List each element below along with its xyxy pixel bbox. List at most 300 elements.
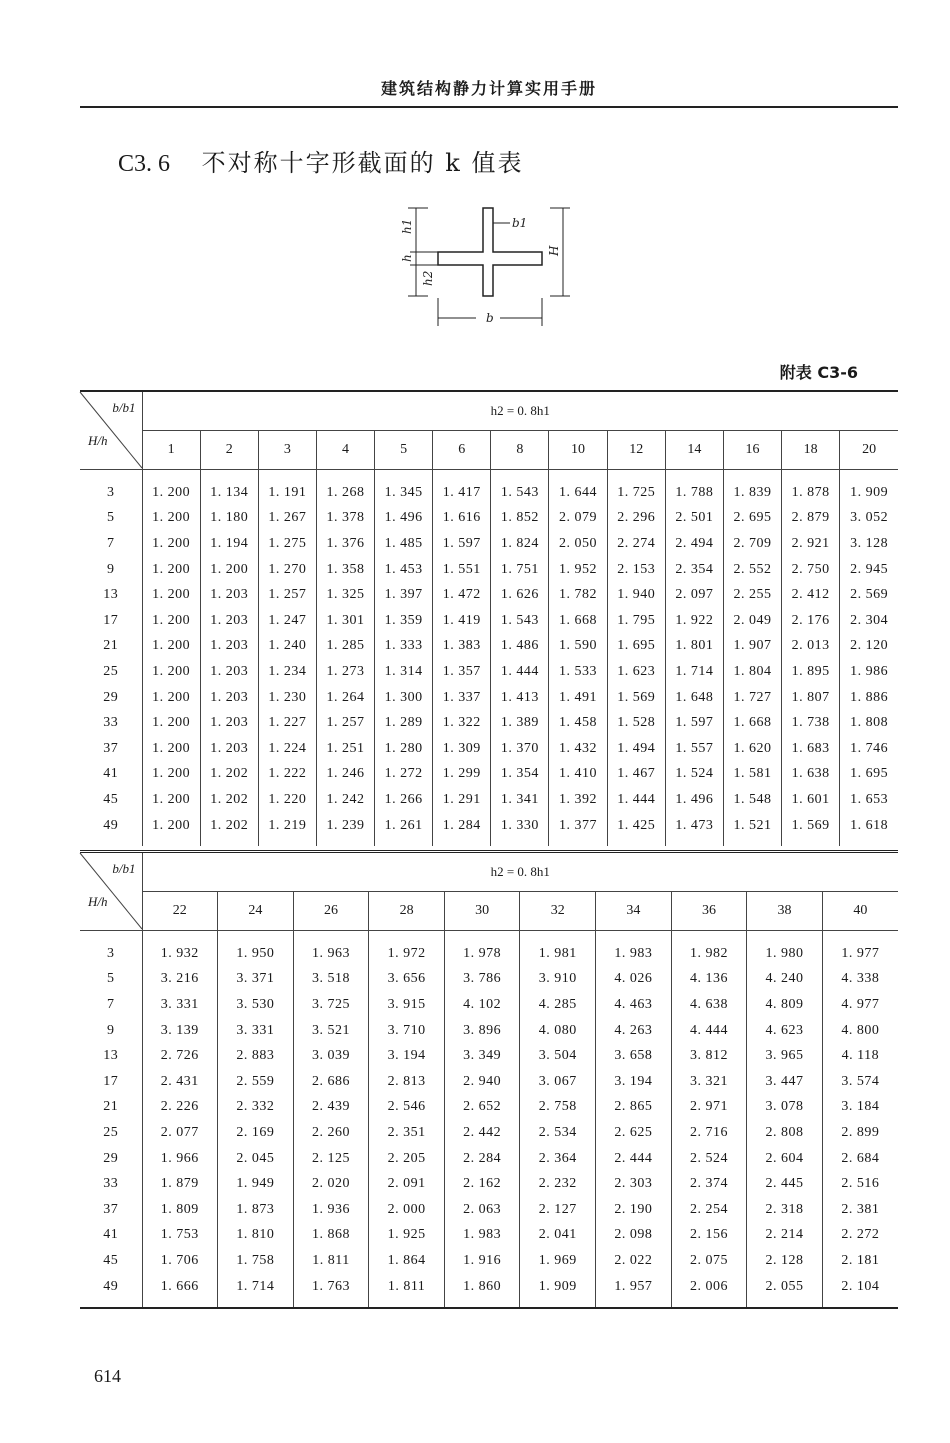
row-header: 29 <box>80 1146 142 1172</box>
table-cell: 2. 439 <box>293 1095 369 1121</box>
table-cell: 1. 972 <box>369 931 445 967</box>
table-cell: 2. 045 <box>218 1146 294 1172</box>
table-cell: 1. 200 <box>142 634 200 660</box>
table-cell: 1. 222 <box>258 762 316 788</box>
table-cell: 4. 026 <box>596 967 672 993</box>
column-header: 16 <box>723 431 781 470</box>
table-cell: 2. 254 <box>671 1197 747 1223</box>
table-cell: 4. 136 <box>671 967 747 993</box>
table-cell: 2. 604 <box>747 1146 823 1172</box>
table-cell: 2. 104 <box>841 1278 880 1294</box>
table-cell: 1. 272 <box>375 762 433 788</box>
table-cell: 2. 318 <box>747 1197 823 1223</box>
row-header: 3 <box>80 470 142 506</box>
table-cell: 1. 569 <box>607 685 665 711</box>
table-cell: 1. 266 <box>375 787 433 813</box>
table-cell: 1. 200 <box>200 557 258 583</box>
row-header: 5 <box>80 967 142 993</box>
table-cell: 1. 309 <box>433 736 491 762</box>
table-cell: 4. 338 <box>841 971 880 987</box>
table-row <box>80 1197 898 1223</box>
table-row <box>80 582 898 608</box>
table-cell: 1. 966 <box>142 1146 218 1172</box>
table-cell: 1. 200 <box>142 470 200 506</box>
table-cell: 1. 261 <box>375 813 433 847</box>
table-row <box>80 967 898 993</box>
table-cell: 2. 162 <box>444 1171 520 1197</box>
table-row <box>80 608 898 634</box>
table-cell: 1. 936 <box>293 1197 369 1223</box>
table-cell: 3. 504 <box>520 1043 596 1069</box>
table-cell: 2. 049 <box>723 608 781 634</box>
table-row <box>80 813 898 847</box>
table-cell: 1. 860 <box>444 1274 520 1309</box>
row-header: 17 <box>80 1069 142 1095</box>
table-cell: 2. 272 <box>841 1227 880 1243</box>
table-cell: 2. 879 <box>782 506 840 532</box>
table-cell: 1. 314 <box>375 659 433 685</box>
table-cell: 1. 940 <box>607 582 665 608</box>
table-cell: 1. 491 <box>549 685 607 711</box>
table-cell: 2. 190 <box>596 1197 672 1223</box>
table-cell: 3. 128 <box>850 535 889 551</box>
table-cell: 2. 077 <box>142 1120 218 1146</box>
row-header: 9 <box>80 557 142 583</box>
table-cell: 3. 521 <box>293 1018 369 1044</box>
column-header: 34 <box>596 892 672 931</box>
table-row <box>80 992 898 1018</box>
running-header: 建筑结构静力计算实用手册 <box>380 79 597 98</box>
table-cell: 1. 180 <box>200 506 258 532</box>
table-cell: 4. 102 <box>444 992 520 1018</box>
table-cell: 1. 895 <box>782 659 840 685</box>
column-header-row <box>80 892 898 931</box>
section-title <box>118 143 523 178</box>
table-cell: 1. 763 <box>293 1274 369 1309</box>
table-cell: 1. 333 <box>375 634 433 660</box>
table-cell: 1. 496 <box>375 506 433 532</box>
table-cell: 1. 873 <box>218 1197 294 1223</box>
table-cell: 1. 533 <box>549 659 607 685</box>
table-cell: 1. 345 <box>375 470 433 506</box>
table-cell: 1. 878 <box>782 470 840 506</box>
table-cell: 2. 442 <box>444 1120 520 1146</box>
table-cell: 1. 389 <box>491 710 549 736</box>
table-cell: 1. 738 <box>782 710 840 736</box>
table-cell: 2. 524 <box>671 1146 747 1172</box>
table-cell: 1. 922 <box>665 608 723 634</box>
table-cell: 1. 191 <box>258 470 316 506</box>
table-cell: 1. 413 <box>491 685 549 711</box>
table-cell: 2. 063 <box>444 1197 520 1223</box>
table-cell: 1. 257 <box>258 582 316 608</box>
table-cell: 4. 080 <box>520 1018 596 1044</box>
table-cell: 1. 444 <box>607 787 665 813</box>
table-cell: 2. 079 <box>549 506 607 532</box>
table-cell: 1. 200 <box>142 736 200 762</box>
table-cell: 3. 447 <box>747 1069 823 1095</box>
table-cell: 2. 127 <box>520 1197 596 1223</box>
table-cell: 1. 203 <box>200 608 258 634</box>
table-cell: 1. 267 <box>258 506 316 532</box>
table-cell: 2. 813 <box>369 1069 445 1095</box>
table-cell: 1. 496 <box>665 787 723 813</box>
column-header: 12 <box>607 431 665 470</box>
table-cell: 2. 303 <box>596 1171 672 1197</box>
table-cell: 1. 200 <box>142 531 200 557</box>
table-cell: 1. 879 <box>142 1171 218 1197</box>
table-cell: 1. 234 <box>258 659 316 685</box>
table-cell: 2. 569 <box>850 587 889 603</box>
table-cell: 3. 331 <box>142 992 218 1018</box>
table-cell: 1. 957 <box>596 1274 672 1309</box>
table-cell: 2. 091 <box>369 1171 445 1197</box>
table-cell: 1. 270 <box>258 557 316 583</box>
table-cell: 2. 000 <box>369 1197 445 1223</box>
table-cell: 1. 808 <box>850 715 889 731</box>
table-cell: 1. 419 <box>433 608 491 634</box>
table-cell: 2. 181 <box>841 1252 880 1268</box>
table-cell: 1. 330 <box>491 813 549 847</box>
table-cell: 1. 410 <box>549 762 607 788</box>
table-cell: 3. 518 <box>293 967 369 993</box>
table-row <box>80 685 898 711</box>
table-cell: 1. 273 <box>316 659 374 685</box>
table-cell: 1. 200 <box>142 685 200 711</box>
table-cell: 1. 240 <box>258 634 316 660</box>
table-cell: 1. 668 <box>723 710 781 736</box>
table-cell: 1. 203 <box>200 659 258 685</box>
column-header: 32 <box>520 892 596 931</box>
column-header: 20 <box>840 431 898 470</box>
table-cell: 1. 950 <box>218 931 294 967</box>
table-cell: 1. 219 <box>258 813 316 847</box>
table-cell: 1. 581 <box>723 762 781 788</box>
table-cell: 1. 264 <box>316 685 374 711</box>
column-header: 36 <box>671 892 747 931</box>
table-cell: 3. 371 <box>218 967 294 993</box>
table-cell: 1. 810 <box>218 1223 294 1249</box>
table-cell: 3. 530 <box>218 992 294 1018</box>
table-cell: 2. 075 <box>671 1248 747 1274</box>
table-row <box>80 1069 898 1095</box>
table-cell: 3. 078 <box>747 1095 823 1121</box>
column-header: 28 <box>369 892 445 931</box>
table-cell: 1. 864 <box>369 1248 445 1274</box>
table-cell: 1. 203 <box>200 634 258 660</box>
table-cell: 2. 274 <box>607 531 665 557</box>
table-cell: 4. 263 <box>596 1018 672 1044</box>
table-cell: 1. 239 <box>316 813 374 847</box>
table-cell: 3. 349 <box>444 1043 520 1069</box>
table-cell: 3. 658 <box>596 1043 672 1069</box>
row-header: 13 <box>80 582 142 608</box>
row-header: 3 <box>80 931 142 967</box>
table-cell: 1. 620 <box>723 736 781 762</box>
table-cell: 1. 949 <box>218 1171 294 1197</box>
table-cell: 4. 463 <box>596 992 672 1018</box>
table-cell: 1. 653 <box>850 791 889 807</box>
table-cell: 1. 907 <box>723 634 781 660</box>
table-row <box>80 1274 898 1309</box>
table-row <box>80 1043 898 1069</box>
table-cell: 1. 251 <box>316 736 374 762</box>
table-cell: 2. 364 <box>520 1146 596 1172</box>
table-cell: 1. 246 <box>316 762 374 788</box>
table-cell: 1. 289 <box>375 710 433 736</box>
table-cell: 1. 980 <box>747 931 823 967</box>
corner-column-label: b/b1 <box>112 400 136 415</box>
table-cell: 1. 417 <box>433 470 491 506</box>
table-cell: 1. 801 <box>665 634 723 660</box>
table-cell: 2. 758 <box>520 1095 596 1121</box>
table-cell: 3. 786 <box>444 967 520 993</box>
column-header: 5 <box>375 431 433 470</box>
table-cell: 1. 644 <box>549 470 607 506</box>
table-cell: 1. 706 <box>142 1248 218 1274</box>
group-header: h2 = 0. 8h1 <box>142 391 898 431</box>
table-cell: 1. 597 <box>665 710 723 736</box>
table-body <box>80 931 898 1309</box>
row-header: 41 <box>80 1223 142 1249</box>
row-header: 45 <box>80 1248 142 1274</box>
table-cell: 1. 925 <box>369 1223 445 1249</box>
table-cell: 1. 852 <box>491 506 549 532</box>
table-cell: 2. 709 <box>723 531 781 557</box>
table-cell: 1. 300 <box>375 685 433 711</box>
table-cell: 2. 431 <box>142 1069 218 1095</box>
row-header: 21 <box>80 1095 142 1121</box>
table-cell: 1. 458 <box>549 710 607 736</box>
row-header: 33 <box>80 710 142 736</box>
table-cell: 2. 354 <box>665 557 723 583</box>
table-cell: 2. 374 <box>671 1171 747 1197</box>
table-cell: 4. 118 <box>841 1048 880 1064</box>
table-cell: 4. 800 <box>841 1022 880 1038</box>
section-heading: 不对称十字形截面的 k 值表 <box>201 149 524 177</box>
k-value-table-2 <box>80 850 898 1309</box>
table-cell: 2. 945 <box>850 561 889 577</box>
table-row <box>80 736 898 762</box>
table-cell: 1. 590 <box>549 634 607 660</box>
column-header: 2 <box>200 431 258 470</box>
label-b1: b1 <box>512 216 528 230</box>
page-number: 614 <box>94 1366 121 1386</box>
table-cell: 2. 971 <box>671 1095 747 1121</box>
table-cell: 1. 839 <box>723 470 781 506</box>
row-header: 17 <box>80 608 142 634</box>
table-cell: 2. 214 <box>747 1223 823 1249</box>
table-label: 附表 C3-6 <box>779 363 858 382</box>
table-cell: 1. 714 <box>218 1274 294 1309</box>
table-cell: 2. 381 <box>841 1201 880 1217</box>
table-cell: 1. 807 <box>782 685 840 711</box>
table-cell: 1. 524 <box>665 762 723 788</box>
table-row <box>80 531 898 557</box>
table-row <box>80 762 898 788</box>
table-cell: 3. 139 <box>142 1018 218 1044</box>
table-cell: 1. 695 <box>607 634 665 660</box>
row-header: 49 <box>80 1274 142 1309</box>
table-cell: 2. 940 <box>444 1069 520 1095</box>
table-cell: 1. 268 <box>316 470 374 506</box>
table-cell: 1. 359 <box>375 608 433 634</box>
header-rule <box>80 106 898 108</box>
column-header: 40 <box>822 892 898 931</box>
table-cell: 1. 322 <box>433 710 491 736</box>
table-cell: 1. 978 <box>444 931 520 967</box>
table-cell: 2. 516 <box>841 1176 880 1192</box>
table-cell: 2. 625 <box>596 1120 672 1146</box>
row-header: 25 <box>80 659 142 685</box>
table-cell: 1. 909 <box>520 1274 596 1309</box>
row-header: 49 <box>80 813 142 847</box>
table-cell: 1. 200 <box>142 813 200 847</box>
table-cell: 1. 224 <box>258 736 316 762</box>
table-cell: 2. 686 <box>293 1069 369 1095</box>
row-header: 41 <box>80 762 142 788</box>
table-cell: 1. 485 <box>375 531 433 557</box>
row-header: 37 <box>80 1197 142 1223</box>
column-header: 24 <box>218 892 294 931</box>
cross-section-diagram <box>398 198 561 330</box>
table-cell: 2. 684 <box>841 1150 880 1166</box>
row-header: 45 <box>80 787 142 813</box>
table-cell: 1. 521 <box>723 813 781 847</box>
table-corner <box>80 391 142 470</box>
table-cell: 3. 710 <box>369 1018 445 1044</box>
table-cell: 1. 666 <box>142 1274 218 1309</box>
table-cell: 1. 376 <box>316 531 374 557</box>
table-cell: 2. 255 <box>723 582 781 608</box>
row-header: 5 <box>80 506 142 532</box>
table-cell: 4. 809 <box>747 992 823 1018</box>
table-row <box>80 931 898 967</box>
column-header: 3 <box>258 431 316 470</box>
table-cell: 1. 370 <box>491 736 549 762</box>
table-cell: 1. 432 <box>549 736 607 762</box>
table-cell: 2. 750 <box>782 557 840 583</box>
table-cell: 1. 280 <box>375 736 433 762</box>
table-cell: 1. 601 <box>782 787 840 813</box>
table-row <box>80 1120 898 1146</box>
table-cell: 1. 202 <box>200 813 258 847</box>
table-cell: 2. 695 <box>723 506 781 532</box>
table-cell: 1. 291 <box>433 787 491 813</box>
table-row <box>80 787 898 813</box>
table-cell: 2. 176 <box>782 608 840 634</box>
table-cell: 1. 467 <box>607 762 665 788</box>
table-cell: 1. 200 <box>142 659 200 685</box>
table-cell: 1. 597 <box>433 531 491 557</box>
table-cell: 2. 050 <box>549 531 607 557</box>
table-body <box>80 470 898 847</box>
table-corner <box>80 852 142 931</box>
table-cell: 1. 230 <box>258 685 316 711</box>
table-cell: 1. 301 <box>316 608 374 634</box>
table-cell: 1. 203 <box>200 582 258 608</box>
table-cell: 2. 865 <box>596 1095 672 1121</box>
table-cell: 1. 963 <box>293 931 369 967</box>
table-cell: 4. 444 <box>671 1018 747 1044</box>
table-cell: 1. 203 <box>200 736 258 762</box>
table-cell: 2. 098 <box>596 1223 672 1249</box>
table-cell: 2. 501 <box>665 506 723 532</box>
table-cell: 3. 656 <box>369 967 445 993</box>
column-header: 10 <box>549 431 607 470</box>
table-cell: 2. 546 <box>369 1095 445 1121</box>
table-cell: 1. 569 <box>782 813 840 847</box>
table-cell: 2. 808 <box>747 1120 823 1146</box>
table-cell: 2. 412 <box>782 582 840 608</box>
table-cell: 1. 377 <box>549 813 607 847</box>
table-cell: 2. 205 <box>369 1146 445 1172</box>
table-cell: 1. 714 <box>665 659 723 685</box>
table-cell: 1. 383 <box>433 634 491 660</box>
table-row <box>80 710 898 736</box>
table-cell: 1. 200 <box>142 506 200 532</box>
table-cell: 1. 969 <box>520 1248 596 1274</box>
column-header: 26 <box>293 892 369 931</box>
table-cell: 2. 041 <box>520 1223 596 1249</box>
table-cell: 3. 039 <box>293 1043 369 1069</box>
table-cell: 4. 977 <box>841 996 880 1012</box>
table-cell: 1. 202 <box>200 762 258 788</box>
table-cell: 2. 652 <box>444 1095 520 1121</box>
column-header: 22 <box>142 892 218 931</box>
table-cell: 1. 357 <box>433 659 491 685</box>
table-cell: 4. 285 <box>520 992 596 1018</box>
table-row <box>80 557 898 583</box>
table-cell: 3. 052 <box>850 510 889 526</box>
table-cell: 2. 120 <box>850 638 889 654</box>
table-cell: 1. 200 <box>142 608 200 634</box>
table-cell: 1. 932 <box>142 931 218 967</box>
table-cell: 1. 200 <box>142 710 200 736</box>
table-cell: 2. 125 <box>293 1146 369 1172</box>
table-cell: 1. 275 <box>258 531 316 557</box>
table-cell: 1. 618 <box>850 817 889 833</box>
table-cell: 1. 341 <box>491 787 549 813</box>
table-cell: 4. 240 <box>747 967 823 993</box>
table-cell: 3. 067 <box>520 1069 596 1095</box>
row-header: 9 <box>80 1018 142 1044</box>
table-cell: 1. 200 <box>142 762 200 788</box>
table-row <box>80 1248 898 1274</box>
table-cell: 1. 444 <box>491 659 549 685</box>
table-cell: 1. 668 <box>549 608 607 634</box>
table-cell: 2. 097 <box>665 582 723 608</box>
table-cell: 1. 551 <box>433 557 491 583</box>
column-header: 4 <box>316 431 374 470</box>
corner-row-label: H/h <box>88 433 108 448</box>
table-cell: 1. 378 <box>316 506 374 532</box>
table-cell: 1. 299 <box>433 762 491 788</box>
table-cell: 2. 020 <box>293 1171 369 1197</box>
table-cell: 2. 296 <box>607 506 665 532</box>
row-header: 33 <box>80 1171 142 1197</box>
column-header: 6 <box>433 431 491 470</box>
row-header: 13 <box>80 1043 142 1069</box>
table-cell: 2. 883 <box>218 1043 294 1069</box>
table-cell: 2. 445 <box>747 1171 823 1197</box>
table-cell: 1. 200 <box>142 582 200 608</box>
column-header: 8 <box>491 431 549 470</box>
table-cell: 1. 494 <box>607 736 665 762</box>
table-cell: 1. 548 <box>723 787 781 813</box>
table-cell: 3. 812 <box>671 1043 747 1069</box>
table-row <box>80 1146 898 1172</box>
